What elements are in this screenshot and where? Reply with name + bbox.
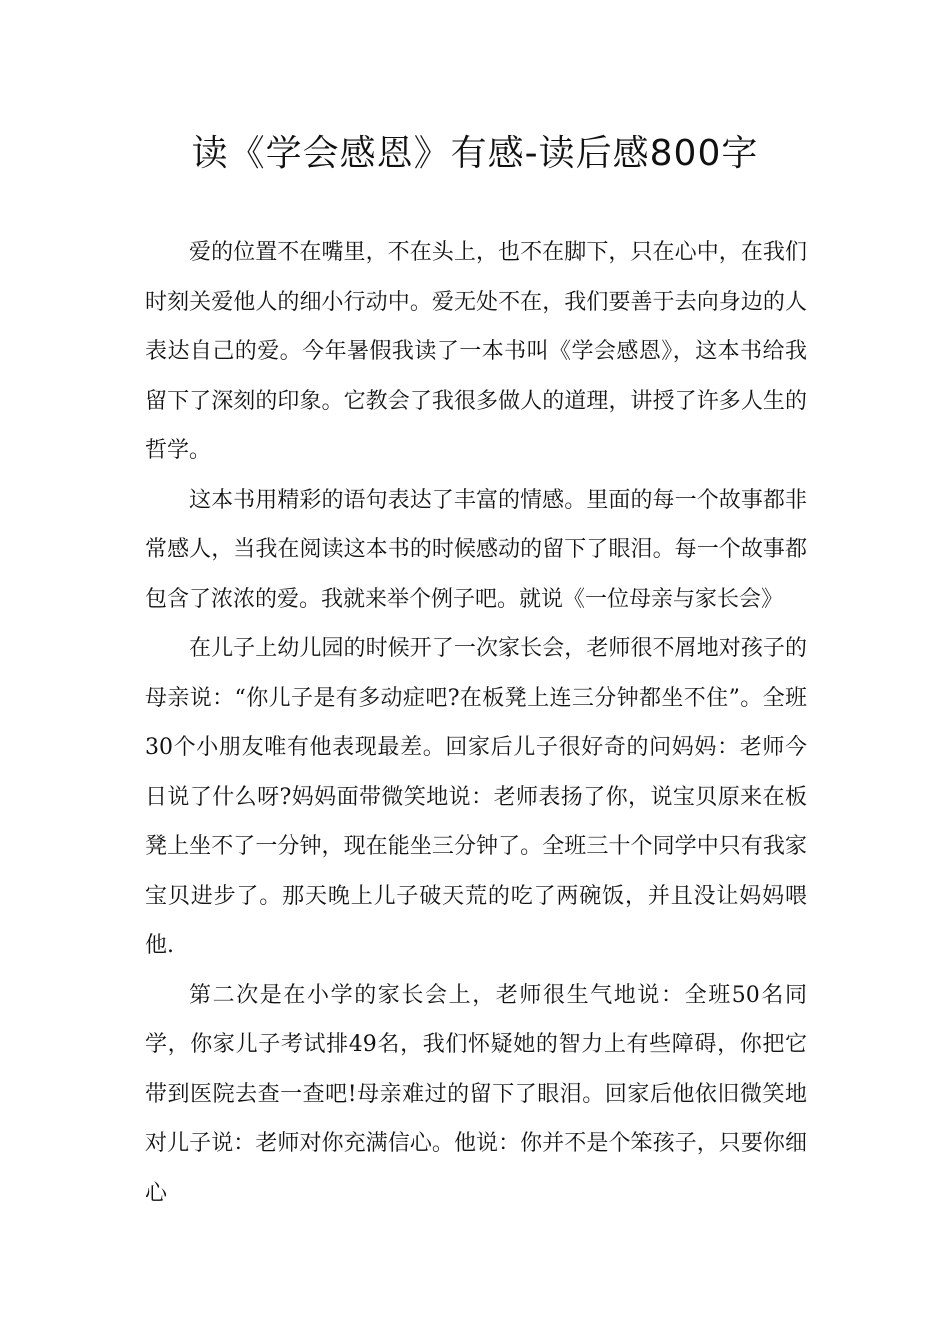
paragraph-1: 爱的位置不在嘴里，不在头上，也不在脚下，只在心中，在我们时刻关爱他人的细小行动中。爱无处不在，我们要善于去向身边的人表达自己的爱。今年暑假我读了一本书叫《学会感恩》，这本书给我留下了深刻的印象。它教会了我很多做人的道理，讲授了许多人生的哲学。 xyxy=(145,240,807,463)
paragraph-4: 第二次是在小学的家长会上，老师很生气地说：全班50名同学，你家儿子考试排49名，我们怀疑她的智力上有些障碍，你把它带到医院去查一查吧!母亲难过的留下了眼泪。回家后他依旧微笑地对儿子说：老师对你充满信心。他说：你并不是个笨孩子，只要你细心 xyxy=(145,982,807,1206)
paragraph-3: 在儿子上幼儿园的时候开了一次家长会，老师很不屑地对孩子的母亲说：“你儿子是有多动症吧?在板凳上连三分钟都坐不住”。全班30个小朋友唯有他表现最差。回家后儿子很好奇的问妈妈：老师今日说了什么呀?妈妈面带微笑地说：老师表扬了你，说宝贝原来在板凳上坐不了一分钟，现在能坐三分钟了。全班三十个同学中只有我家宝贝进步了。那天晚上儿子破天荒的吃了两碗饭，并且没让妈妈喂他. xyxy=(145,636,807,958)
paragraph-2: 这本书用精彩的语句表达了丰富的情感。里面的每一个故事都非常感人，当我在阅读这本书的时候感动的留下了眼泪。每一个故事都包含了浓浓的爱。我就来举个例子吧。就说《一位母亲与家长会》 xyxy=(145,487,807,612)
document-title: 读《学会感恩》有感-读后感800字 xyxy=(191,133,759,174)
document-body xyxy=(145,228,807,1218)
